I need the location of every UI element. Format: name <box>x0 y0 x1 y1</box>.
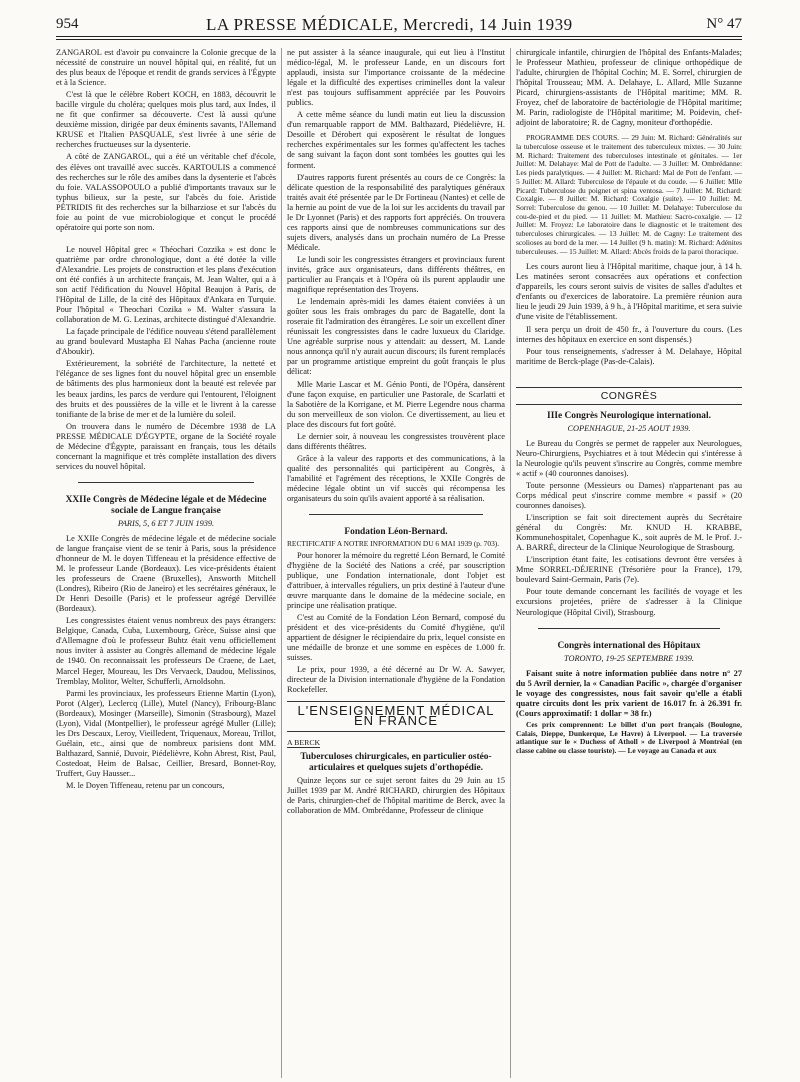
section-heading: Congrès international des Hôpitaux <box>557 640 701 651</box>
header-rule-double <box>56 39 742 40</box>
paragraph: ZANGAROL est d'avoir pu convaincre la Colonie grecque de la nécessité de construire un nouvel hôpital qui, en réalité, fut un des plus beaux de l'époque et rendit de grands services à l'Égypte et à la Science. <box>56 48 276 88</box>
journal-title: LA PRESSE MÉDICALE, Mercredi, 14 Juin 1939 <box>206 15 573 34</box>
paragraph: Pour toute demande concernant les facilités de voyage et les excursions projetées, prière de s'adresser à la Clinique Neurologique (Hôpital Civil), Strasbourg. <box>516 587 742 617</box>
paragraph: Le lundi soir les congressistes étrangers et provinciaux furent invités, grâce aux organisateurs, dans différents théâtres, en particulier au Français et à l'Opéra où ils purent applaudir une magnifique représentation des Troyens. <box>287 254 505 295</box>
paragraph: Les cours auront lieu à l'Hôpital maritime, chaque jour, à 14 h. Les matinées seront consacrées aux opérations et confection d'appareils, les cours seront suivis de visites de salles d'adultes et d'enfants ou d'exercices de laboratoire. La première réunion aura lieu le jeudi 29 Juin 1939, à 9 h., à l'Hôpital maritime, et sera suivie d'une visite de l'établissement. <box>516 262 742 322</box>
paragraph: A cette même séance du lundi matin eut lieu la discussion d'un remarquable rapport de MM. Balthazard, Piédelièvre, H. Desoille et Dérobert qui exposèrent le résultat de longues recherches expérimentales sur les formes qu'affectent les taches de sang suivant la façon dont sont tombées les gouttes qui les forment. <box>287 110 505 170</box>
paragraph: Les congressistes étaient venus nombreux des pays étrangers: Belgique, Canada, Cuba, Luxembourg, Grèce, Suisse ainsi que d'Allemagne d'où le professeur Buhtz était venu officiellement nous inviter à assister au Congrès allemand de médecine légale de 1940. On reconnaissait les professeurs De Craene, de Laet, Marcel Heger, Moureau, les Drs Vervaeck, Daudou, Melissinos, Tremblay, Molitor, Welter, Schufferli, Arnoldsohn. <box>56 616 276 686</box>
section-banner: CONGRÈS <box>516 387 742 405</box>
column-divider <box>510 48 511 1078</box>
section-heading: XXIIe Congrès de Médecine légale et de Médecine sociale de Langue française <box>65 494 267 516</box>
column-1 <box>56 48 276 1078</box>
course-programme: PROGRAMME DES COURS. — 29 Juin: M. Richard: Généralités sur la tuberculose osseuse et le traitement des tuberculeux mixtes. — 30 Juin: M. Richard: Traitement des tuberculoses intestinale et génitales. — 1er Juillet: M. Delahaye: Mal de Pott de l'adulte. — 3 Juillet: M. Ombrédanne: Les pieds paralytiques. — 4 Juillet: M. Richard: Mal de Pott de l'enfant. — 5 Juillet: M. Allard: Tuberculose de l'épaule et du coude. — 6 Juillet: Mlle Picard: Tuberculose du poignet et spina ventosa. — 7 Juillet: M. Richard: Coxalgie. — 8 Juillet: M. Richard: Coxalgie (suite). — 10 Juillet: M. Sorrel: Tuberculose du genou. — 10 Juillet: M. Delahaye: Tuberculose du cou-de-pied et du pied. — 11 Juillet: M. Mathieu: Sacro-coxalgie. — 12 Juillet: M. Froyez: Le laboratoire dans le diagnostic et le traitement des tuberculoses chirurgicales. — 13 Juillet: M. de Cagny: Le traitement des scolioses au bord de la mer. — 14 Juillet (9 h. matin): M. Richard: Adénites tuberculeuses. — 15 Juillet: M. Allard: Abcès froids de la paroi thoracique. <box>516 133 742 256</box>
course-heading: Tuberculoses chirurgicales, en particulier ostéo-articulaires et quelques sujets d'orthopédie. <box>300 751 492 773</box>
column-2 <box>287 48 505 1078</box>
paragraph: Le nouvel Hôpital grec « Théochari Cozzika » est donc le quatrième par ordre chronologique, dont a été dotée la ville d'Alexandrie. Les projets de construction et les plans d'exécution ont été confiés à un architecte français, M. Jean Walter, qui a à son actif l'édification du Nouvel Hôpital Beaujon à Paris, de l'Hôpital de Lille, de la cité des Hôpitaux d'Ankara en Turquie. Pour l'hôpital « Theochari Cozika » M. Walter s'assura la collaboration de M. G. Lezinas, architecte distingué d'Alexandrie. <box>56 244 276 325</box>
paragraph: A côté de ZANGAROL, qui a été un véritable chef d'école, des élèves ont travaillé avec succès. KARTOULIS a commencé des recherches sur le rôle des amibes dans la dysenterie et l'abcès du foie. VALASSOPOULO a publié d'importants travaux sur le typhus bilieux, sur la peste, sur l'abcès du foie. Aristide PÉTRIDIS fit des recherches sur la bilharziose et sur l'abcès du foie au point de vue microbiologique et conçut le procédé opératoire qui porte son nom. <box>56 152 276 232</box>
paragraph: Le dernier soir, à nouveau les congressistes trouvèrent place dans différents théâtres. <box>287 431 505 451</box>
section-rule <box>78 482 254 483</box>
header-rule <box>56 36 742 37</box>
paragraph: Toute personne (Messieurs ou Dames) n'appartenant pas au Corps médical peut s'inscrire comme membre « passif » (20 couronnes danoises). <box>516 480 742 511</box>
paragraph: Ces prix comprennent: Le billet d'un port français (Boulogne, Calais, Dieppe, Dunkerque, Le Havre) à Liverpool. — La traversée atlantique sur le « Duchess of Atholl » de Liverpool à Montréal (en classe cabine ou classe touriste). — Le voyage au Canada et aux <box>516 719 742 755</box>
paragraph: Extérieurement, la sobriété de l'architecture, la netteté et l'élégance de ses lignes font du nouvel hôpital grec un ensemble de bâtiments des plus harmonieux dont la beauté est relevée par les beaux jardins, les parcs de verdure qui l'entourent, l'éloignent des bruits et des poussières de la ville et le livrent à la caresse tonifiante de la brise de mer et de la lumière du soleil. <box>56 359 276 419</box>
paragraph: Grâce à la valeur des rapports et des communications, à la qualité des personnalités qui participèrent au Congrès, à l'amabilité et l'agrément des réceptions, le XXIIe Congrès de médecine légale obtint un vif succès qui récompensa les organisateurs du soin qu'ils avaient apporté à sa réalisation. <box>287 453 505 504</box>
paragraph: Pour tous renseignements, s'adresser à M. Delahaye, Hôpital maritime de Berck-plage (Pas-de-Calais). <box>516 346 742 366</box>
paragraph: Il sera perçu un droit de 450 fr., à l'ouverture du cours. (Les internes des hôpitaux en exercice en sont dispensés.) <box>516 324 742 344</box>
rectificatif: RECTIFICATIF A NOTRE INFORMATION DU 6 MAI 1939 (p. 703). <box>287 539 500 549</box>
location-text: A BERCK <box>287 737 321 747</box>
paragraph: chirurgicale infantile, chirurgien de l'hôpital des Enfants-Malades; le Professeur Mathieu, professeur de clinique orthopédique de l'adulte, chirurgien de l'hôpital Cochin; M. E. Sorrel, chirurgien de l'hôpital Trousseau; MM. A. Delahaye, L. Allard, Mlle Suzanne Picard, chirurgiens-assistants de l'Hôpital maritime; MM. R. Froyez, chef de laboratoire de bactériologie de l'Hôpital maritime; M. Parin, radiologiste de l'Hôpital maritime; M. Poidevin, chef-adjoint de laboratoire; R. de Cagny, moniteur d'orthopédie. <box>516 48 742 128</box>
page-header <box>56 10 742 38</box>
paragraph: Pour honorer la mémoire du regretté Léon Bernard, le Comité d'hygiène de la Société des Nations a créé, par souscription publique, une Fondation internationale, dont l'objet est d'attribuer, à intervalles réguliers, un prix destiné à l'auteur d'une œuvre marquante dans le domaine de la médecine sociale, en principe une réalisation pratique. <box>287 550 505 610</box>
paragraph: L'inscription étant faite, les cotisations devront être versées à Mme SORREL-DÉJERINE (Trésorière pour la France), 179, boulevard Saint-Germain, Paris (7e). <box>516 555 742 585</box>
section-heading: Fondation Léon-Bernard. <box>344 527 448 538</box>
paragraph: Quinze leçons sur ce sujet seront faites du 29 Juin au 15 Juillet 1939 par M. André RICHARD, chirurgien des Hôpitaux de Paris, chirurgien-chef de l'hôpital maritime de Berck, avec la collaboration de MM. Ombrédanne, Professeur de clinique <box>287 775 505 815</box>
paragraph: L'inscription se fait soit directement auprès du Secrétaire général du Congrès: Mr. KNUD H. KRABBE, Kommunehospitalet, Copenhague K., soit auprès de M. le Prof. J.-A. BARRÉ, directeur de la Clinique Neurologique de Strasbourg. <box>516 513 742 553</box>
paragraph: La façade principale de l'édifice nouveau s'étend parallèlement au grand boulevard Mustapha El Nahas Pacha (ancienne route d'Aboukir). <box>56 327 276 357</box>
location-label <box>287 738 505 748</box>
column-divider <box>281 48 282 1078</box>
paragraph: Le lendemain après-midi les dames étaient conviées à un goûter sous les frais ombrages du parc de Bagatelle, dont la roseraie fit l'admiration des étrangères. Le soir un excellent dîner réunissait les congressistes dans le cadre luxueux du Claridge. Une agréable surprise nous y attendait: au dessert, M. Lande nous annonça qu'il n'y aurait aucun discours; ils furent remplacés par un programme artistique empreint du goût français le plus délicat: <box>287 297 505 377</box>
paragraph: ne put assister à la séance inaugurale, qui eut lieu à l'Institut médico-légal, M. le professeur Lande, en un discours fort applaudi, insista sur l'importance croissante de la médecine légale et la difficulté des expertises criminelles dont la valeur n'est pas toujours suffisamment appréciée par les Pouvoirs publics. <box>287 48 505 108</box>
paragraph: D'autres rapports furent présentés au cours de ce Congrès: la délicate question de la responsabilité des paralytiques généraux traités avait été présentée par le Dr Fortineau (Nantes) et celle de la hernie au point de vue de la loi sur les accidents du travail par le Dr Lyonnet (Paris) et des rapports fort appréciés. On trouvera ces rapports ainsi que de nombreuses communications sur des sujets divers, analysés dans un prochain numéro de La Presse Médicale. <box>287 172 505 252</box>
issue-number: N° 47 <box>706 16 742 32</box>
section-heading: IIIe Congrès Neurologique international. <box>547 410 711 421</box>
section-dateline: TORONTO, 19-25 SEPTEMBRE 1939. <box>564 653 694 663</box>
paragraph: Parmi les provinciaux, les professeurs Etienne Martin (Lyon), Porot (Alger), Leclercq (Lille), Mutel (Nancy), Fribourg-Blanc (Bordeaux), Mosinger (Marseille), Simonin (Strasbourg), Mazel (Lyon), Vidal (Montpellier), le professeur agrégé Muller (Lille); les Drs Descaux, Leroy, Vieilledent, Triquenaux, Moreau, Trillot, Guélain, etc., ainsi que de nombreux parisiens dont MM. Balthazard, Sannié, Duvoir, Piédelièvre, Kohn Abrest, Rist, Paul, Costedoat, Heim de Balsac, Ceillier, Bresard, Bonnet-Roy, Truffert, Guy Hausser... <box>56 688 276 778</box>
section-rule <box>538 628 720 629</box>
paragraph: Le Bureau du Congrès se permet de rappeler aux Neurologues, Neuro-Chirurgiens, Psychiatres et à tout Médecin qui s'intéresse à la Neurologie qu'ils peuvent s'inscrire au Congrès, comme membre « actif » (40 couronnes danoises). <box>516 438 742 478</box>
paragraph: C'est là que le célèbre Robert KOCH, en 1883, découvrit le bacille virgule du choléra; quelques mois plus tard, aux Indes, il ne fit que confirmer sa découverte. C'est là aussi qu'une deuxième mission, dirigée par deux éminents savants, l'Allemand KRUSE et l'Italien PASQUALE, s'est livrée à une série de recherches fructueuses sur la dysenterie. <box>56 90 276 150</box>
column-3 <box>516 48 742 1078</box>
paragraph: Faisant suite à notre information publiée dans notre n° 27 du 5 Avril dernier, la « Canadian Pacific », chargée d'organiser le voyage des congressistes, nous fait savoir qu'elle a établi quatre circuits dont les prix varient de 16.017 fr. à 26.391 fr. (Cours approximatif: 1 dollar = 38 fr.) <box>516 668 742 718</box>
section-dateline: PARIS, 5, 6 ET 7 JUIN 1939. <box>117 518 215 528</box>
page-number: 954 <box>56 16 79 32</box>
paragraph: M. le Doyen Tiffeneau, retenu par un concours, <box>66 781 225 791</box>
paragraph: On trouvera dans le numéro de Décembre 1938 de LA PRESSE MÉDICALE D'ÉGYPTE, organe de la Société royale de Médecine d'Égypte, paraissant en français, tous les détails concernant la magnifique et très complète installation des divers services du nouvel hôpital. <box>56 421 276 471</box>
paragraph: Mlle Marie Lascar et M. Génio Ponti, de l'Opéra, dansèrent d'une façon exquise, en particulier une Pastorale, de Scarlatti et la Sabotière de la Korrigane, et M. Pierre Legendre nous charma du son merveilleux de son violon. Ce divertissement, au lieu et place des discours fut fort goûté. <box>287 379 505 429</box>
paragraph: Le XXIIe Congrès de médecine légale et de médecine sociale de langue française vient de se tenir à Paris, sous la présidence d'honneur de M. le doyen Tiffeneau et la présidence effective de M. le professeur Lande (Bordeaux). Les vice-présidents étaient les professeurs de Craene (Bruxelles), Answorth Mitchell (Londres), Ribeiro (Rio de Janeiro) et les secrétaires généraux, le Dr Henri Desoille (Paris) et le professeur agrégé Dervillée (Bordeaux). <box>56 533 276 614</box>
section-banner: L'ENSEIGNEMENT MÉDICAL EN FRANCE <box>287 701 505 731</box>
paragraph: Le prix, pour 1939, a été décerné au Dr W. A. Sawyer, directeur de la Division internationale d'hygiène de la Fondation Rockefeller. <box>287 665 505 695</box>
paragraph: C'est au Comité de la Fondation Léon Bernard, composé du président et des vice-présidents du Comité d'hygiène, qu'il appartient de désigner le récipiendaire du prix, lequel consiste en une médaille de bronze et une somme en espèces de 1.000 fr. suisses. <box>287 613 505 663</box>
section-rule <box>309 514 483 515</box>
section-dateline: COPENHAGUE, 21-25 AOUT 1939. <box>567 423 691 433</box>
